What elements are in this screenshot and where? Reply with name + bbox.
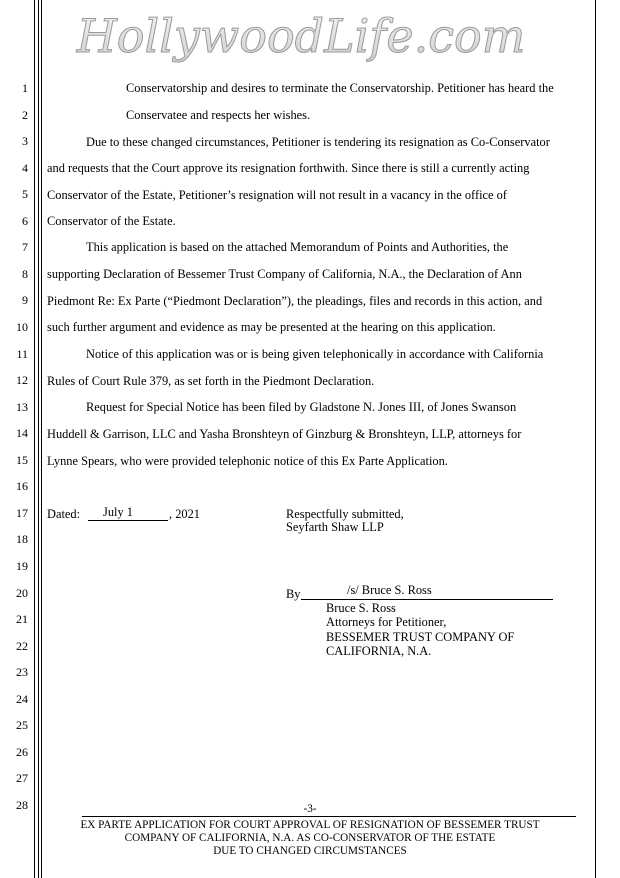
line-number: 26 [16, 744, 28, 759]
signature-text: /s/ Bruce S. Ross [347, 583, 432, 597]
dated-year: , 2021 [169, 507, 200, 521]
line-number: 14 [16, 426, 28, 441]
line-number: 4 [22, 160, 28, 175]
line-number: 5 [22, 187, 28, 202]
body-line-11: Notice of this application was or is being given telephonically in accordance with California [86, 347, 544, 361]
body-line-2: Conservatee and respects her wishes. [126, 108, 311, 122]
line-number: 17 [16, 505, 28, 520]
body-line-6: Conservator of the Estate. [47, 214, 176, 228]
line-number: 13 [16, 399, 28, 414]
body-line-1: Conservatorship and desires to terminate the Conservatorship. Petitioner has heard the [126, 81, 554, 95]
body-line-13: Request for Special Notice has been filed by Gladstone N. Jones III, of Jones Swanson [86, 400, 517, 414]
dated-label: Dated: [47, 507, 81, 521]
signer-role: Attorneys for Petitioner, [326, 615, 447, 629]
margin-rule-left-body [41, 0, 42, 878]
line-number: 7 [22, 240, 28, 255]
line-number: 23 [16, 665, 28, 680]
line-number: 18 [16, 532, 28, 547]
body-line-4: and requests that the Court approve its resignation forthwith. Since there is still a currently acting [47, 161, 530, 175]
line-number: 25 [16, 718, 28, 733]
body-line-14: Huddell & Garrison, LLC and Yasha Bronshteyn of Ginzburg & Bronshteyn, LLP, attorneys for [47, 427, 522, 441]
dated-underline [88, 520, 168, 521]
by-label: By [286, 587, 301, 601]
signature-line [301, 599, 553, 600]
footer-rule [82, 816, 576, 817]
line-number: 1 [22, 81, 28, 95]
signer-name: Bruce S. Ross [326, 601, 396, 615]
watermark-logo [76, 2, 526, 68]
line-number: 22 [16, 638, 28, 653]
line-number: 24 [16, 691, 28, 706]
footer-title-line-2: COMPANY OF CALIFORNIA, N.A. AS CO-CONSERVATOR OF THE ESTATE [124, 832, 496, 844]
body-line-9: Piedmont Re: Ex Parte (“Piedmont Declaration”), the pleadings, files and records in this action, and [47, 294, 543, 308]
line-number: 6 [22, 213, 28, 228]
line-number: 3 [22, 134, 28, 149]
body-line-7: This application is based on the attached Memorandum of Points and Authorities, the [86, 240, 509, 254]
company-line-2: CALIFORNIA, N.A. [326, 644, 432, 658]
watermark-text: HollywoodLife.com [76, 9, 526, 63]
footer-title-line-1: EX PARTE APPLICATION FOR COURT APPROVAL OF RESIGNATION OF BESSEMER TRUST [80, 819, 540, 831]
line-number: 11 [16, 346, 28, 361]
line-number: 15 [16, 452, 28, 467]
body-line-5: Conservator of the Estate, Petitioner’s resignation will not result in a vacancy in the office of [47, 188, 507, 202]
line-number: 19 [16, 558, 28, 573]
line-number: 10 [16, 320, 28, 334]
dated-value: July 1 [103, 505, 133, 519]
line-number: 21 [16, 612, 28, 626]
body-line-8: supporting Declaration of Bessemer Trust Company of California, N.A., the Declaration of Ann [47, 267, 522, 281]
line-number: 8 [22, 266, 28, 281]
line-number: 20 [16, 585, 28, 600]
line-number: 28 [16, 797, 28, 812]
footer-title-line-3: DUE TO CHANGED CIRCUMSTANCES [213, 845, 407, 857]
body-line-10: such further argument and evidence as may be presented at the hearing on this application. [47, 320, 496, 334]
margin-rule-left-outer [34, 0, 35, 878]
margin-rule-right [595, 0, 596, 878]
firm-name: Seyfarth Shaw LLP [286, 520, 384, 534]
line-number: 16 [16, 479, 28, 494]
body-line-3: Due to these changed circumstances, Petitioner is tendering its resignation as Co-Conservator [86, 135, 550, 149]
line-number: 2 [22, 107, 28, 122]
page-number: -3- [303, 803, 317, 815]
body-line-15: Lynne Spears, who were provided telephonic notice of this Ex Parte Application. [47, 454, 448, 468]
line-number: 27 [16, 771, 28, 786]
margin-rule-left-inner [38, 0, 39, 878]
company-line-1: BESSEMER TRUST COMPANY OF [326, 630, 515, 644]
body-line-12: Rules of Court Rule 379, as set forth in the Piedmont Declaration. [47, 374, 375, 388]
line-number: 9 [22, 293, 28, 308]
line-number: 12 [16, 373, 28, 388]
respectfully-submitted: Respectfully submitted, [286, 507, 404, 521]
